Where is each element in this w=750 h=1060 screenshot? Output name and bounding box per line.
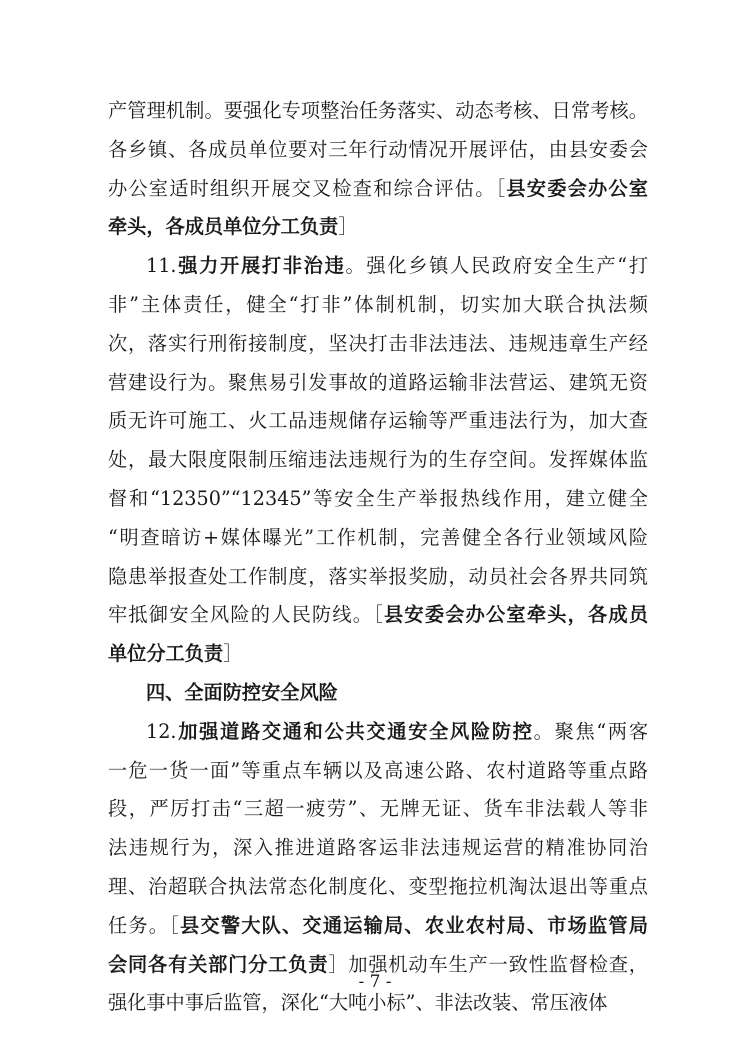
bold-text-run: 县安委会办公室牵头，各成员	[384, 603, 649, 627]
text-line	[108, 635, 648, 674]
bold-text-run: 县安委会办公室	[506, 176, 648, 200]
text-run: 非”主体责任，健全“打非”体制机制，切实加大联合执法频	[108, 292, 648, 316]
text-run: 处，最大限度限制压缩违法违规行为的生存空间。发挥媒体监	[108, 448, 648, 472]
text-run: 营建设行为。聚焦易引发事故的道路运输非法营运、建筑无资	[108, 370, 648, 394]
text-line	[108, 519, 648, 558]
text-run: 任务。［	[108, 913, 181, 937]
text-run: 强化事中事后监管，深化“大吨小标”、非法改装、常压液体	[108, 991, 608, 1015]
text-line	[108, 247, 648, 286]
text-line	[108, 752, 648, 791]
text-run: 办公室适时组织开展交叉检查和综合评估。［	[108, 176, 507, 200]
text-line	[108, 364, 648, 403]
text-line	[108, 402, 648, 441]
text-line	[108, 713, 648, 752]
text-run: 。聚焦“两客	[533, 719, 649, 743]
text-line	[108, 558, 648, 597]
text-line	[108, 441, 648, 480]
text-run: 质无许可施工、火工品违规储存运输等严重违法行为，加大查	[108, 409, 648, 433]
text-run: “明查暗访+媒体曝光”工作机制，完善健全各行业领域风险	[108, 525, 648, 549]
text-line	[108, 907, 648, 946]
text-run: 11.	[146, 254, 177, 278]
text-line	[108, 790, 648, 829]
text-run: 段，严厉打击“三超一疲劳”、无牌无证、货车非法载人等非	[108, 797, 648, 821]
text-line	[108, 596, 648, 635]
bold-text-run: 牵头，各成员单位分工负责	[108, 215, 339, 239]
text-line	[108, 868, 648, 907]
text-run: 次，落实行刑衔接制度，坚决打击非法违法、违规违章生产经	[108, 331, 648, 355]
text-run: 各乡镇、各成员单位要对三年行动情况开展评估，由县安委会	[108, 137, 648, 161]
text-line	[108, 286, 648, 325]
text-line	[108, 170, 648, 209]
text-line	[108, 325, 648, 364]
text-run: 四、全面防控安全风险	[146, 680, 338, 704]
text-line	[108, 480, 648, 519]
bold-text-run: 强力开展打非治违	[176, 254, 346, 278]
text-run: 法违规行为，深入推进道路客运非法违规运营的精准协同治	[108, 836, 648, 860]
text-line	[108, 208, 648, 247]
body-text	[108, 92, 648, 1023]
text-line	[108, 829, 648, 868]
section-heading	[108, 674, 648, 713]
bold-text-run: 县交警大队、交通运输局、农业农村局、市场监管局	[180, 913, 649, 937]
text-run: 牢抵御安全风险的人民防线。［	[108, 603, 385, 627]
bold-text-run: 加强道路交通和公共交通安全风险防控	[176, 719, 534, 743]
text-run: 一危一货一面”等重点车辆以及高速公路、农村道路等重点路	[108, 758, 648, 782]
page-number: - 7 -	[358, 972, 392, 992]
text-run: ］加强机动车生产一致性监督检查，	[328, 952, 648, 976]
text-run: ］	[223, 642, 243, 666]
text-run: 。强化乡镇人民政府安全生产“打	[345, 254, 649, 278]
text-run: 隐患举报查处工作制度，落实举报奖励，动员社会各界共同筑	[108, 564, 648, 588]
text-line	[108, 92, 648, 131]
text-run: 督和“12350”“12345”等安全生产举报热线作用，建立健全	[108, 486, 648, 510]
text-run: 理、治超联合执法常态化制度化、变型拖拉机淘汰退出等重点	[108, 874, 648, 898]
bold-text-run: 单位分工负责	[108, 642, 224, 666]
text-run: 产管理机制。要强化专项整治任务落实、动态考核、日常考核。	[108, 99, 648, 122]
text-line	[108, 131, 648, 170]
text-run: ］	[338, 215, 358, 239]
text-run: 12.	[146, 719, 177, 743]
bold-text-run: 会同各有关部门分工负责	[108, 952, 329, 976]
